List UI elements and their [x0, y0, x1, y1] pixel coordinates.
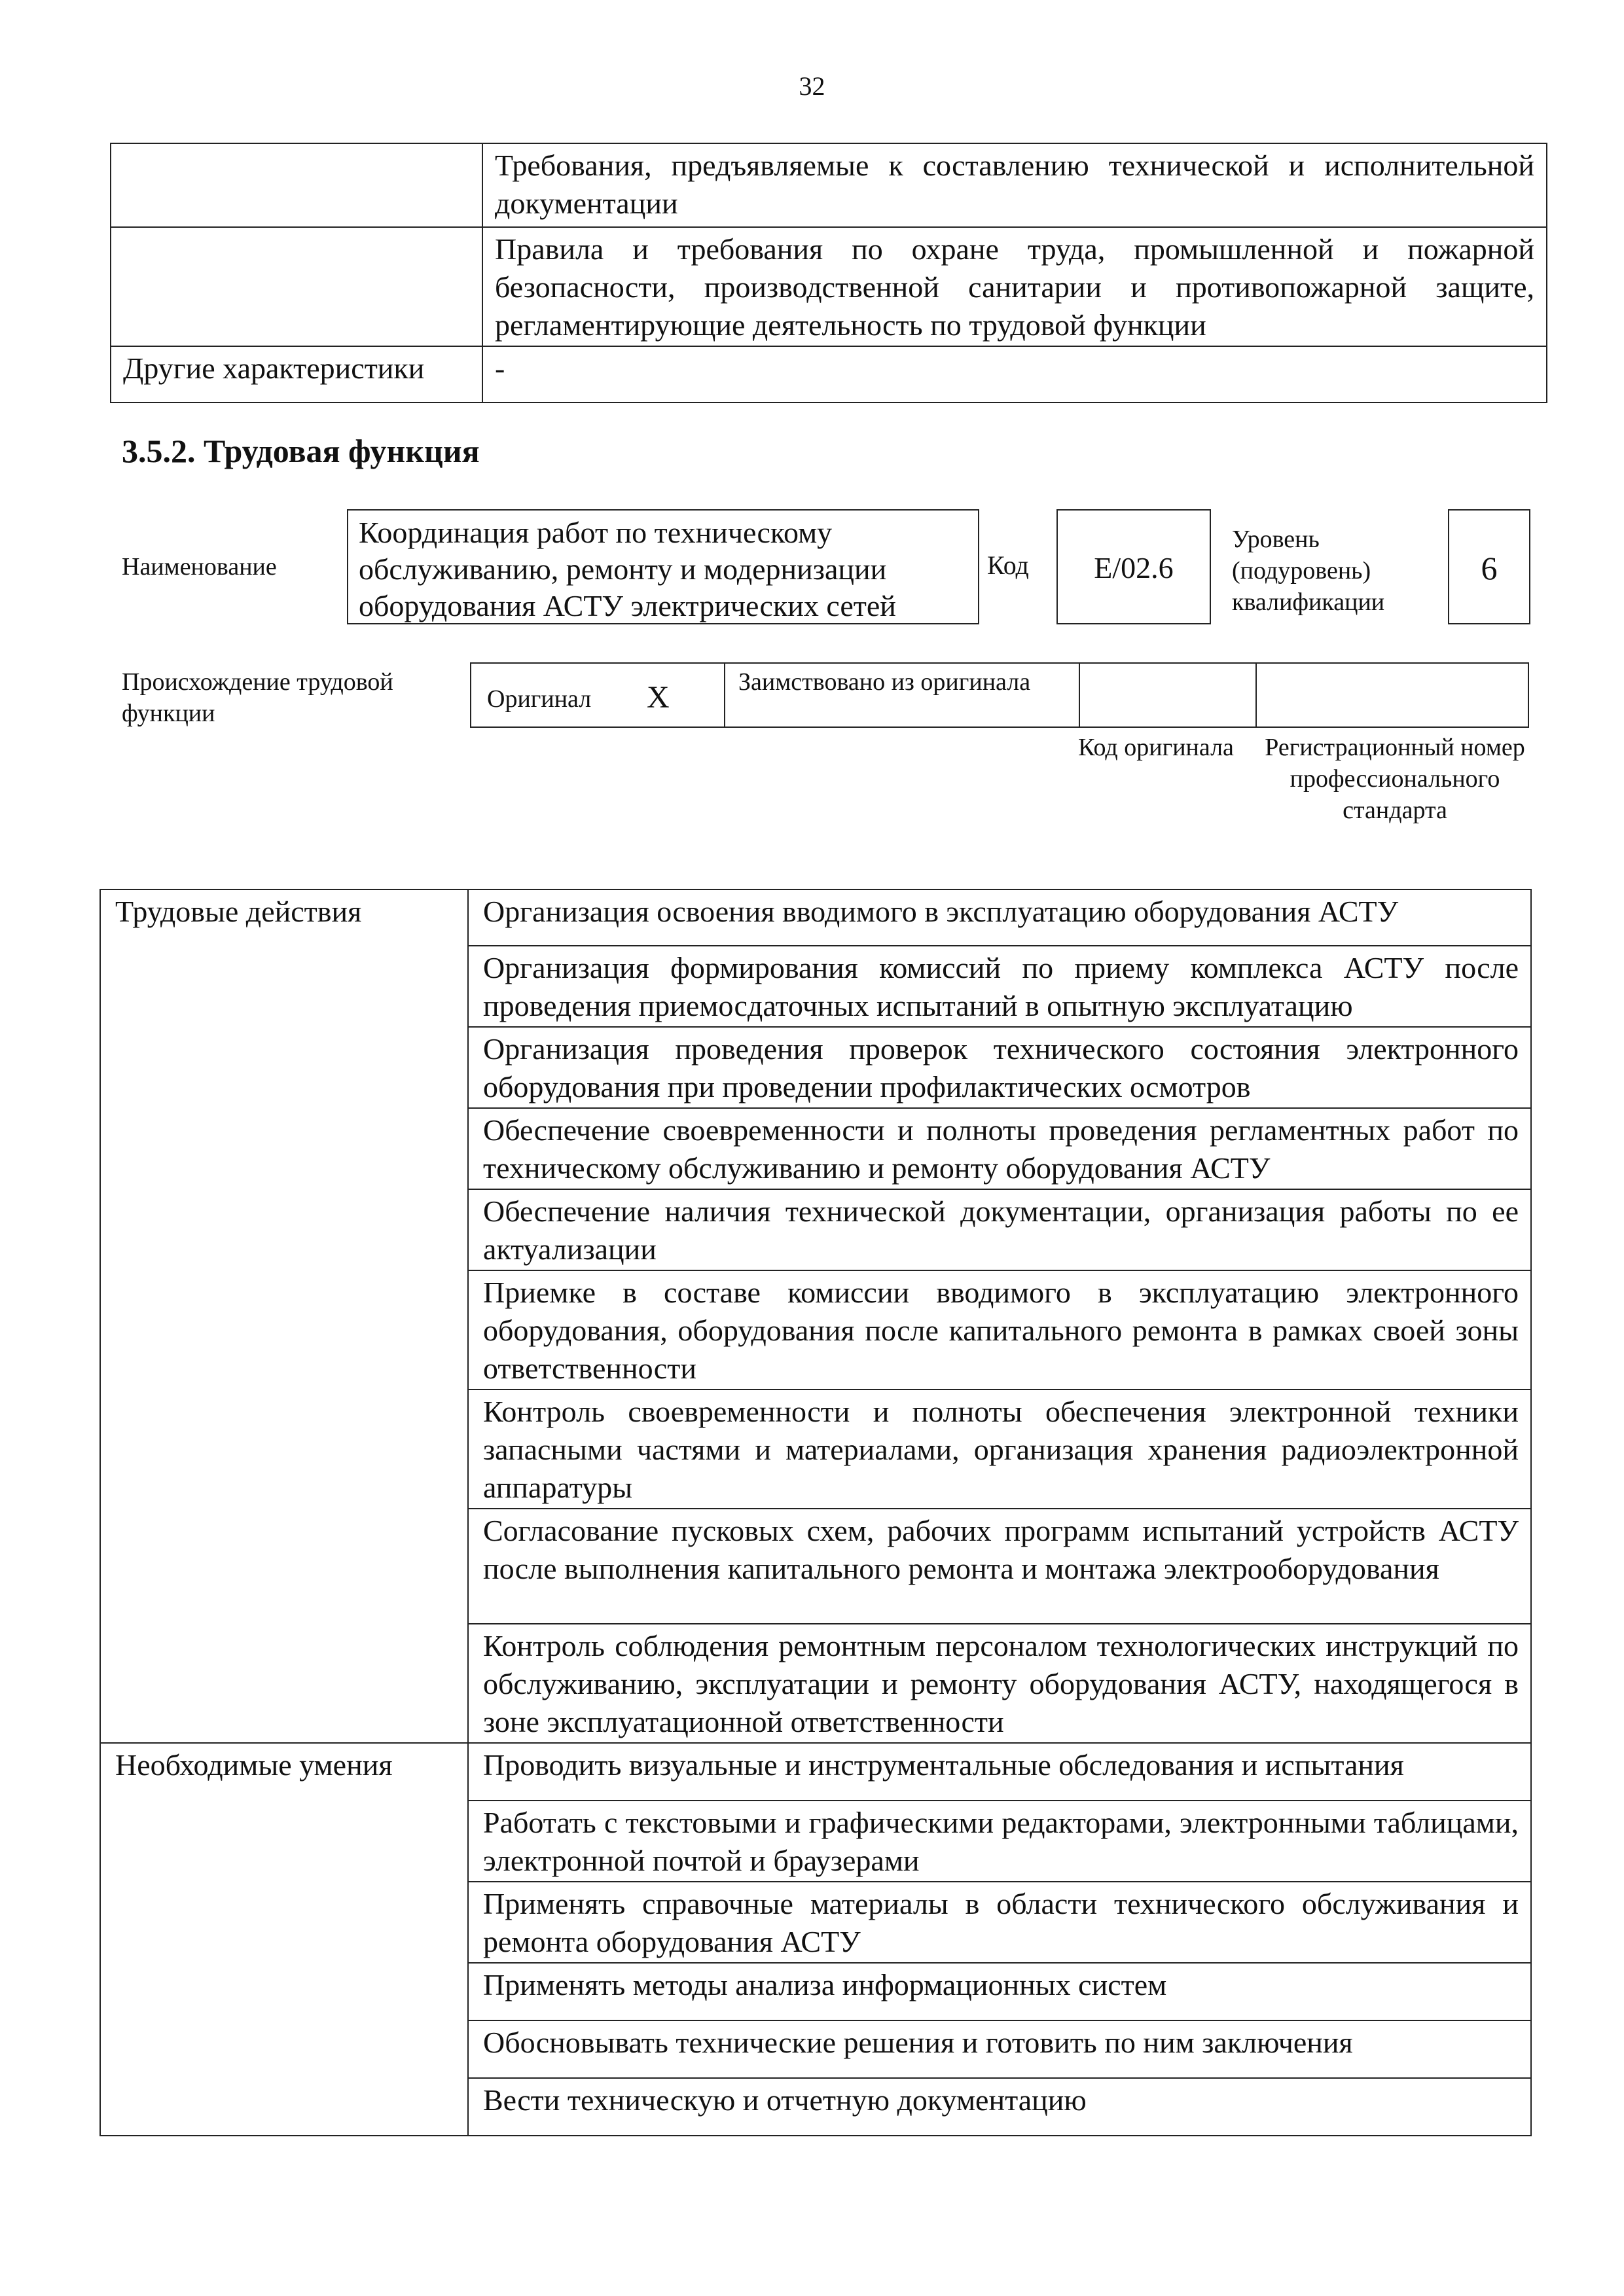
reg-number-label: Регистрационный номер профессионального стандарта [1265, 734, 1525, 824]
action-item: Организация формирования комиссий по приему комплекса АСТУ после проведения приемосдаточных испытаний в опытную эксплуатацию [468, 946, 1531, 1027]
kod-value-box: E/02.6 [1056, 509, 1211, 624]
skill-item: Работать с текстовыми и графическими редакторами, электронными таблицами, электронной почтой и браузерами [468, 1801, 1531, 1882]
borrowed-label: Заимствовано из оригинала [738, 668, 1031, 696]
kod-label: Код [987, 550, 1029, 580]
skill-item: Применять методы анализа информационных систем [468, 1963, 1531, 2020]
kod-original-label: Код оригинала [1078, 734, 1234, 761]
origin-label: Происхождение трудовой функции [122, 668, 393, 727]
table-row [111, 227, 1547, 346]
action-item: Обеспечение своевременности и полноты проведения регламентных работ по техническому обслуживанию и ремонту оборудования АСТУ [468, 1108, 1531, 1189]
action-item: Согласование пусковых схем, рабочих программ испытаний устройств АСТУ после выполнения капитального ремонта и монтажа электрооборудования [468, 1509, 1531, 1624]
action-item: Организация освоения вводимого в эксплуатацию оборудования АСТУ [468, 889, 1531, 946]
requirement-cell: Требования, предъявляемые к составлению технической и исполнительной документации [482, 143, 1547, 227]
table-row [100, 889, 1531, 946]
other-characteristics-value: - [482, 346, 1547, 403]
action-item: Контроль своевременности и полноты обеспечения электронной техники запасными частями и материалами, организация хранения радиоэлектронной аппаратуры [468, 1390, 1531, 1509]
skill-item: Вести техническую и отчетную документацию [468, 2078, 1531, 2136]
kod-original-cell [1079, 662, 1257, 728]
original-label: Оригинал [487, 685, 592, 713]
skill-item: Обосновывать технические решения и готовить по ним заключения [468, 2020, 1531, 2078]
table-row [111, 143, 1547, 227]
page-number: 32 [799, 71, 825, 101]
level-value-box: 6 [1448, 509, 1530, 624]
skill-item: Применять справочные материалы в области технического обслуживания и ремонта оборудования АСТУ [468, 1882, 1531, 1963]
empty-cell [111, 227, 482, 346]
reg-number-cell [1255, 662, 1529, 728]
function-name-box: Координация работ по техническому обслуживанию, ремонту и модернизации оборудования АСТУ электрических сетей [347, 509, 979, 624]
action-item: Обеспечение наличия технической документации, организация работы по ее актуализации [468, 1189, 1531, 1270]
empty-cell [111, 143, 482, 227]
section-title: 3.5.2. Трудовая функция [122, 433, 480, 469]
actions-label: Трудовые действия [100, 889, 468, 1743]
action-item: Приемке в составе комиссии вводимого в эксплуатацию электронного оборудования, оборудования после капитального ремонта в рамках своей зоны ответственности [468, 1270, 1531, 1390]
name-label: Наименование [122, 553, 277, 581]
table-row [111, 346, 1547, 403]
level-label: Уровень (подуровень) квалификации [1232, 526, 1385, 616]
action-item: Контроль соблюдения ремонтным персоналом технологических инструкций по обслуживанию, эксплуатации и ремонту оборудования АСТУ, находящегося в зоне эксплуатационной ответственности [468, 1624, 1531, 1743]
requirement-cell: Правила и требования по охране труда, промышленной и пожарной безопасности, производственной санитарии и противопожарной защите, регламентирующие деятельность по трудовой функции [482, 227, 1547, 346]
original-mark: X [647, 680, 670, 715]
origin-row [470, 662, 1529, 728]
main-table [99, 889, 1532, 2136]
other-characteristics-label: Другие характеристики [111, 346, 482, 403]
top-table [110, 143, 1547, 403]
original-cell [470, 662, 725, 728]
borrowed-cell [724, 662, 1080, 728]
skills-label: Необходимые умения [100, 1743, 468, 2136]
table-row [100, 1743, 1531, 1801]
action-item: Организация проведения проверок технического состояния электронного оборудования при проведении профилактических осмотров [468, 1027, 1531, 1108]
skill-item: Проводить визуальные и инструментальные обследования и испытания [468, 1743, 1531, 1801]
